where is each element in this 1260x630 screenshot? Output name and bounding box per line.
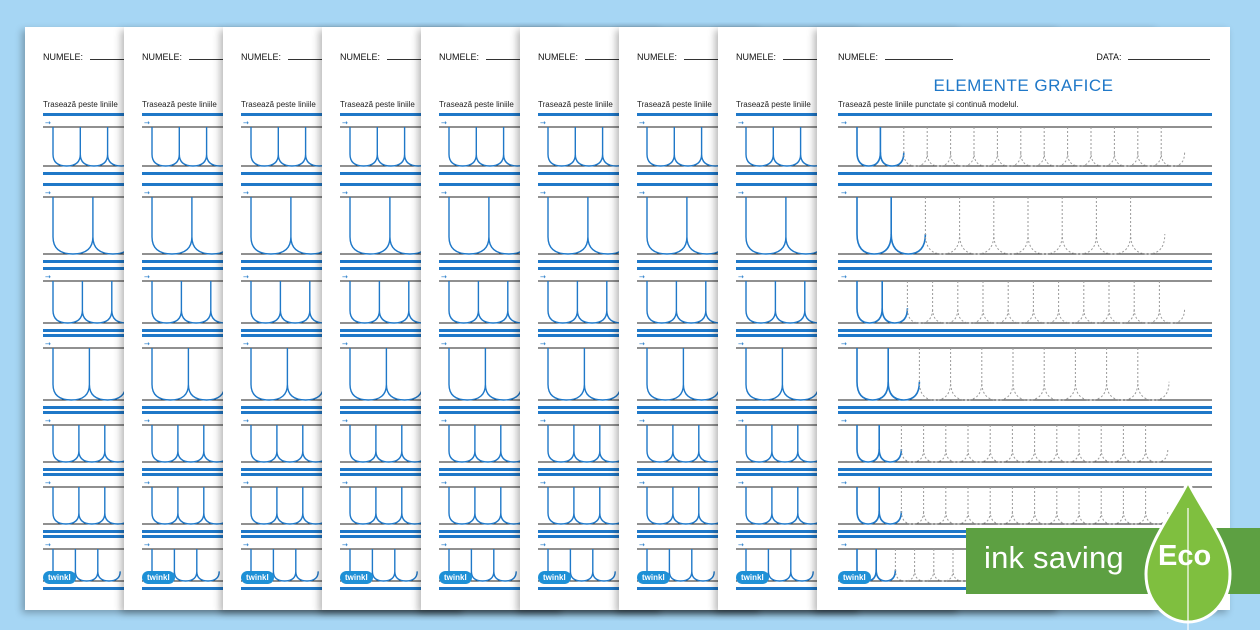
arrow-icon: → [243, 189, 249, 197]
trace-pattern [1057, 425, 1079, 462]
trace-pattern [904, 127, 927, 166]
arrow-icon: → [639, 479, 645, 487]
trace-pattern [1021, 127, 1044, 166]
trace-pattern [1131, 197, 1165, 254]
arrow-icon: → [243, 119, 249, 127]
trace-pattern [1107, 348, 1138, 400]
arrow-icon: → [144, 273, 150, 281]
trace-pattern [647, 127, 729, 166]
arrow-icon: → [841, 189, 847, 197]
arrow-icon: → [144, 479, 150, 487]
arrow-icon: → [45, 541, 51, 549]
arrow-icon: → [243, 479, 249, 487]
twinkl-logo: twinkl [736, 571, 769, 584]
arrow-icon: → [841, 417, 847, 425]
arrow-icon: → [243, 541, 249, 549]
trace-pattern [907, 281, 932, 323]
trace-pattern [882, 281, 907, 323]
trace-pattern [53, 487, 131, 524]
arrow-icon: → [540, 189, 546, 197]
arrow-icon: → [441, 541, 447, 549]
name-label: NUMELE: [43, 52, 86, 62]
arrow-icon: → [45, 479, 51, 487]
trace-pattern [548, 127, 630, 166]
name-label: NUMELE: [340, 52, 383, 62]
arrow-icon: → [639, 417, 645, 425]
twinkl-logo: twinkl [637, 571, 670, 584]
page-title: ELEMENTE GRAFICE [933, 76, 1114, 95]
arrow-icon: → [144, 189, 150, 197]
trace-pattern [53, 425, 131, 462]
eco-label: Eco [1158, 540, 1212, 572]
trace-pattern [888, 348, 919, 400]
arrow-icon: → [342, 119, 348, 127]
twinkl-logo: twinkl [838, 571, 871, 584]
trace-pattern [857, 127, 880, 166]
band-top-line [838, 183, 1212, 186]
twinkl-logo: twinkl [43, 571, 76, 584]
trace-pattern [350, 487, 428, 524]
trace-pattern [915, 549, 934, 581]
trace-pattern [251, 127, 333, 166]
trace-pattern [1138, 127, 1161, 166]
band-bottom-line [838, 406, 1212, 409]
arrow-icon: → [45, 189, 51, 197]
name-label: NUMELE: [439, 52, 482, 62]
arrow-icon: → [540, 273, 546, 281]
arrow-icon: → [540, 479, 546, 487]
trace-pattern [1008, 281, 1033, 323]
trace-pattern [53, 127, 135, 166]
trace-pattern [857, 425, 879, 462]
band-top-line [838, 473, 1212, 476]
arrow-icon: → [639, 541, 645, 549]
trace-pattern [152, 425, 230, 462]
twinkl-logo: twinkl [142, 571, 175, 584]
arrow-icon: → [342, 541, 348, 549]
trace-pattern [925, 197, 959, 254]
trace-pattern [934, 549, 953, 581]
trace-pattern [946, 425, 968, 462]
instruction-text: Trasează peste liniile [538, 100, 613, 109]
trace-pattern [994, 197, 1028, 254]
date-label: DATA: [1096, 52, 1124, 62]
trace-pattern [350, 425, 428, 462]
trace-pattern [449, 487, 527, 524]
trace-pattern [958, 281, 983, 323]
trace-pattern [1044, 127, 1067, 166]
arrow-icon: → [45, 119, 51, 127]
arrow-icon: → [144, 417, 150, 425]
arrow-icon: → [441, 417, 447, 425]
trace-pattern [1114, 127, 1137, 166]
name-label: NUMELE: [142, 52, 185, 62]
arrow-icon: → [738, 119, 744, 127]
trace-pattern [1059, 281, 1084, 323]
name-label: NUMELE: [838, 52, 881, 62]
trace-pattern [960, 197, 994, 254]
twinkl-logo: twinkl [439, 571, 472, 584]
ink-saving-label: ink saving [984, 540, 1124, 575]
arrow-icon: → [441, 340, 447, 348]
arrow-icon: → [243, 340, 249, 348]
instruction-text: Trasează peste liniile [340, 100, 415, 109]
trace-pattern [251, 425, 329, 462]
trace-pattern [449, 425, 527, 462]
trace-pattern [857, 197, 891, 254]
band-top-line [838, 113, 1212, 116]
band-top-line [838, 334, 1212, 337]
arrow-icon: → [841, 273, 847, 281]
trace-pattern [746, 425, 824, 462]
trace-pattern [895, 549, 914, 581]
trace-pattern [951, 127, 974, 166]
trace-pattern [983, 281, 1008, 323]
arrow-icon: → [45, 340, 51, 348]
arrow-icon: → [738, 273, 744, 281]
trace-pattern [1096, 197, 1130, 254]
trace-pattern [968, 425, 990, 462]
arrow-icon: → [841, 340, 847, 348]
trace-pattern [548, 487, 626, 524]
name-label: NUMELE: [736, 52, 779, 62]
arrow-icon: → [639, 273, 645, 281]
arrow-icon: → [45, 273, 51, 281]
trace-pattern [1109, 281, 1134, 323]
trace-pattern [548, 425, 626, 462]
trace-pattern [857, 487, 879, 524]
band-bottom-line [838, 329, 1212, 332]
instruction-text: Trasează peste liniile [736, 100, 811, 109]
twinkl-logo: twinkl [340, 571, 373, 584]
trace-pattern [879, 487, 901, 524]
band-bottom-line [838, 260, 1212, 263]
trace-pattern [880, 127, 903, 166]
trace-pattern [997, 127, 1020, 166]
trace-pattern [251, 487, 329, 524]
trace-pattern [951, 348, 982, 400]
arrow-icon: → [639, 189, 645, 197]
instruction-text: Trasează peste liniile [43, 100, 118, 109]
band-bottom-line [838, 468, 1212, 471]
trace-pattern [901, 425, 923, 462]
arrow-icon: → [639, 340, 645, 348]
trace-pattern [879, 425, 901, 462]
instruction-text: Trasează peste liniile [439, 100, 514, 109]
trace-pattern [647, 487, 725, 524]
trace-pattern [1101, 425, 1123, 462]
name-label: NUMELE: [637, 52, 680, 62]
arrow-icon: → [243, 417, 249, 425]
trace-pattern [924, 425, 946, 462]
arrow-icon: → [144, 119, 150, 127]
band-bottom-line [838, 172, 1212, 175]
trace-pattern [350, 127, 432, 166]
trace-pattern [1123, 425, 1145, 462]
trace-pattern [1079, 425, 1101, 462]
trace-pattern [152, 487, 230, 524]
trace-pattern [901, 487, 923, 524]
trace-pattern [1068, 127, 1091, 166]
trace-pattern [857, 348, 888, 400]
twinkl-logo: twinkl [241, 571, 274, 584]
trace-pattern [876, 549, 895, 581]
trace-pattern [1035, 425, 1057, 462]
trace-pattern [449, 127, 531, 166]
twinkl-logo: twinkl [538, 571, 571, 584]
arrow-icon: → [540, 340, 546, 348]
trace-pattern [746, 127, 828, 166]
instruction-text: Trasează peste liniile [241, 100, 316, 109]
arrow-icon: → [738, 417, 744, 425]
trace-pattern [1028, 197, 1062, 254]
trace-pattern [919, 348, 950, 400]
instruction-text: Trasează peste liniile punctate și continuă modelul. [838, 100, 1019, 109]
arrow-icon: → [738, 541, 744, 549]
arrow-icon: → [144, 340, 150, 348]
trace-pattern [1138, 348, 1169, 400]
arrow-icon: → [540, 119, 546, 127]
arrow-icon: → [841, 119, 847, 127]
trace-pattern [1075, 348, 1106, 400]
instruction-text: Trasează peste liniile [142, 100, 217, 109]
trace-pattern [927, 127, 950, 166]
arrow-icon: → [342, 189, 348, 197]
arrow-icon: → [841, 541, 847, 549]
trace-pattern [1146, 425, 1168, 462]
trace-pattern [1012, 425, 1034, 462]
arrow-icon: → [342, 417, 348, 425]
arrow-icon: → [441, 119, 447, 127]
arrow-icon: → [243, 273, 249, 281]
trace-pattern [1084, 281, 1109, 323]
trace-pattern [647, 425, 725, 462]
trace-pattern [152, 127, 234, 166]
trace-pattern [982, 348, 1013, 400]
arrow-icon: → [45, 417, 51, 425]
arrow-icon: → [738, 479, 744, 487]
arrow-icon: → [441, 273, 447, 281]
arrow-icon: → [639, 119, 645, 127]
band-top-line [838, 267, 1212, 270]
trace-pattern [857, 281, 882, 323]
arrow-icon: → [342, 273, 348, 281]
arrow-icon: → [841, 479, 847, 487]
arrow-icon: → [144, 541, 150, 549]
trace-pattern [974, 127, 997, 166]
trace-pattern [933, 281, 958, 323]
trace-pattern [1159, 281, 1184, 323]
trace-pattern [990, 425, 1012, 462]
trace-pattern [1134, 281, 1159, 323]
trace-pattern [1161, 127, 1184, 166]
arrow-icon: → [540, 417, 546, 425]
arrow-icon: → [342, 479, 348, 487]
trace-pattern [1091, 127, 1114, 166]
name-label: NUMELE: [538, 52, 581, 62]
trace-pattern [1044, 348, 1075, 400]
arrow-icon: → [738, 340, 744, 348]
trace-pattern [946, 487, 968, 524]
band-top-line [838, 411, 1212, 414]
trace-pattern [1033, 281, 1058, 323]
arrow-icon: → [540, 541, 546, 549]
trace-pattern [891, 197, 925, 254]
trace-pattern [924, 487, 946, 524]
name-label: NUMELE: [241, 52, 284, 62]
arrow-icon: → [342, 340, 348, 348]
arrow-icon: → [441, 189, 447, 197]
trace-pattern [1062, 197, 1096, 254]
arrow-icon: → [738, 189, 744, 197]
instruction-text: Trasează peste liniile [637, 100, 712, 109]
arrow-icon: → [441, 479, 447, 487]
trace-pattern [746, 487, 824, 524]
trace-pattern [1013, 348, 1044, 400]
